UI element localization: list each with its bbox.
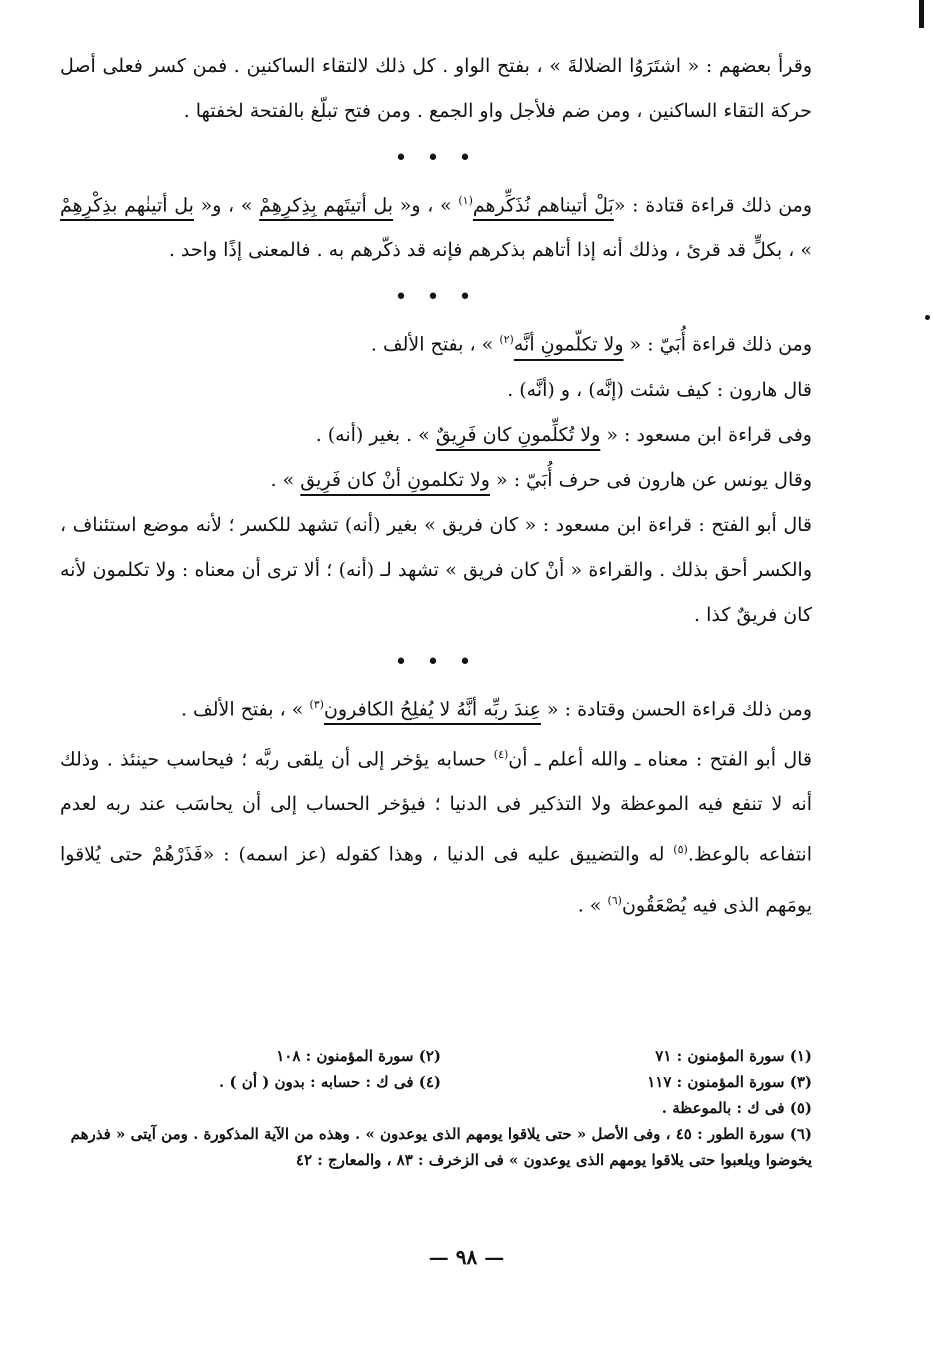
text-segment: » ، بفتح الألف . (180, 697, 310, 720)
paragraph-8 (60, 682, 812, 732)
text-segment: » ، و« (193, 194, 260, 217)
margin-dot (925, 315, 930, 320)
underlined-reading: ولا تكلمونِ أنْ كان فَرِيق (300, 468, 490, 491)
text-segment: ومن ذلك قراءة الحسن وقتادة : « (540, 697, 812, 720)
paragraph-5 (60, 413, 812, 458)
footnote-2: (٢) سورة المؤمنون : ١٠٨ (276, 1047, 441, 1065)
section-separator: • • • (394, 285, 478, 311)
paragraph-3 (60, 317, 812, 367)
text-segment: » . (577, 893, 608, 916)
text-segment: قال أبو الفتح : معناه ـ والله أعلم ـ أن (508, 748, 812, 771)
footnote-3: (٣) سورة المؤمنون : ١١٧ (647, 1073, 812, 1091)
section-separator: • • • (394, 649, 478, 675)
text-segment: » ، بكلٍّ قد قرئ ، وذلك أنه إذا أتاهم بذكرهم فإنه قد ذكّرهم به . فالمعنى إذًا واحد . (168, 239, 812, 262)
footnote-4: (٤) فى ك : حسابه : بدون ( أن ) . (219, 1073, 441, 1091)
text-segment: ومن ذلك قراءة قتادة : « (613, 194, 813, 217)
footnote-6: (٦) سورة الطور : ٤٥ ، وفى الأصل « حتى يلاقوا يومهم الذى يوعدون » . وهذه من الآية المذكورة . ومن آيتى « فذرهم يخوضوا ويلعبوا حتى يلاقوا يومهم الذى يوعدون » فى الزخرف : ٨٣ ، والمعارج : ٤٢ (70, 1125, 812, 1169)
paragraph-2 (60, 178, 812, 273)
footnote-1: (١) سورة المؤمنون : ٧١ (655, 1047, 812, 1065)
footnote-ref: (٥) (673, 843, 688, 857)
main-text (60, 44, 812, 928)
underlined-reading: ولا تُكلِّمونِ كان فَرِيقٌ (435, 423, 601, 446)
paragraph-4: قال هارون : كيف شئت (إنَّه) ، و (أنَّه) . (507, 378, 812, 401)
underlined-reading: بل أتيتَهم بِذِكرِهِمْ (259, 194, 394, 217)
footnote-ref: (٤) (493, 747, 509, 761)
text-segment: وقال يونس عن هارون فى حرف أُبَيّ : « (489, 468, 812, 491)
paragraph-7: قال أبو الفتح : قراءة ابن مسعود : « كان فريق » بغير (أنه) تشهد للكسر ؛ لأنه موضع استئناف ، والكسر أحق بذلك . والقراءة « أنْ كان فريق » تشهد لـ (أنه) ؛ ألا ترى أن معناه : ولا تكلمون لأنه كان فريقٌ كذا . (60, 513, 812, 626)
underlined-reading: عِندَ ربِّه أنَّهُ لا يُفلِحُ الكافرون (323, 697, 541, 720)
text-segment: له والتضييق عليه فى الدنيا ، وهذا كقوله (عز اسمه) : «فَذَرْهُمْ حتى يُلاقوا يومَهم الذى فيه يُصْعَقُون (60, 843, 812, 916)
footnote-ref: (٣) (309, 697, 324, 711)
footnote-row (70, 1069, 812, 1095)
footnote-5: (٥) فى ك : بالموعظة . (661, 1099, 812, 1117)
corner-mark (919, 0, 924, 28)
page-number: — ٩٨ — (428, 1245, 505, 1269)
underlined-reading: ولا تكلّمونِ أنَّه (513, 333, 624, 356)
text-segment: وفى قراءة ابن مسعود : « (600, 423, 812, 446)
text-segment: حسابه يؤخر إلى أن يلقى ربَّه ؛ فيحاسب حينئذ . وذلك أنه لا تنفع فيه الموعظة ولا التذكير فى الدنيا ؛ فيؤخر الحساب إلى أن يحاسَب عند ربه لعدم انتفاعه بالوعظ. (60, 748, 812, 866)
footnote-ref: (٢) (499, 333, 514, 347)
footnote-ref: (٦) (607, 893, 622, 907)
underlined-reading: بَلْ أتيناهم نُذَكِّرهم (472, 194, 614, 217)
footnote-ref: (١) (458, 194, 473, 207)
paragraph-9 (60, 732, 812, 928)
footnote-row (70, 1043, 812, 1069)
text-segment: » ، و« (393, 194, 459, 217)
paragraph-1: وقرأ بعضهم : « اشتَرَوُا الضلالةَ » ، بفتح الواو . كل ذلك لالتقاء الساكنين . فمن كسر فعلى أصل حركة التقاء الساكنين ، ومن ضم فلأجل واو الجمع . ومن فتح تبلّغ بالفتحة لخفتها . (60, 55, 812, 122)
paragraph-6 (60, 458, 812, 503)
text-segment: » . بغير (أنه) . (315, 423, 436, 446)
section-separator: • • • (394, 146, 478, 171)
text-segment: » ، بفتح الألف . (370, 333, 500, 356)
footnote-row (70, 1121, 812, 1173)
footnote-row (70, 1095, 812, 1121)
text-segment: ومن ذلك قراءة أُبَيّ : « (623, 333, 812, 356)
footnotes (70, 1043, 812, 1173)
underlined-reading: بل أتينٰهم بذِكْرِهِمْ (60, 194, 194, 217)
text-segment: » . (270, 468, 301, 491)
